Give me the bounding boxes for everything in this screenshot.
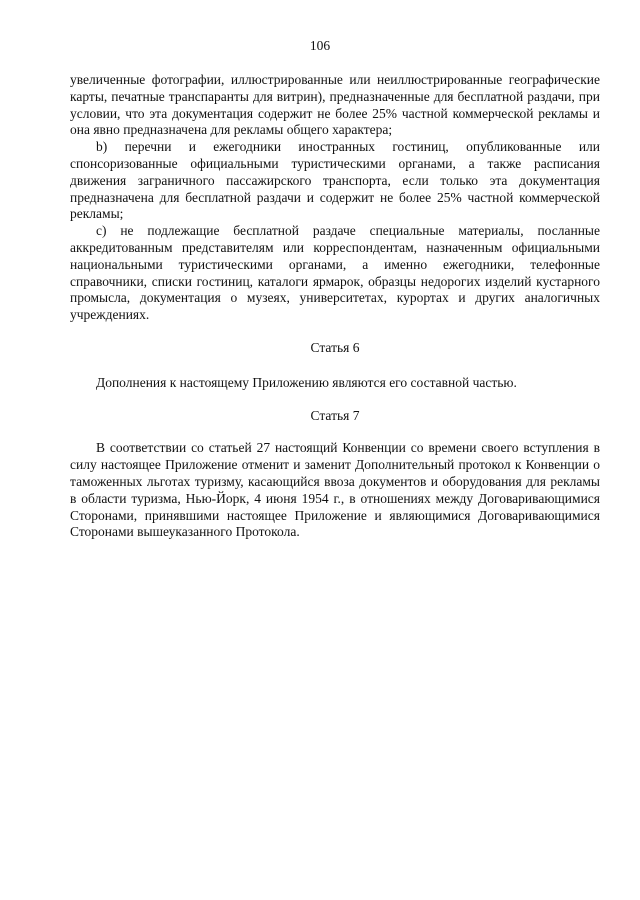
document-body xyxy=(70,72,600,541)
paragraph-item-b: b) перечни и ежегодники иностранных гостиниц, опубликованные или спонсоризованные официальными туристическими органами, а также расписания движения заграничного пассажирского транспорта, если только эта документация предназначена для бесплатной раздачи и содержит не более 25% частной коммерческой рекламы; xyxy=(70,139,600,222)
article-7-heading: Статья 7 xyxy=(310,407,360,423)
article-7-text: В соответствии со статьей 27 настоящий Конвенции со времени своего вступления в силу настоящее Приложение отменит и заменит Дополнительный протокол к Конвенции о таможенных льготах туризму, касающийся ввоза документов и оборудования для рекламы в области туризма, Нью-Йорк, 4 июня 1954 г., в отношениях между Договаривающимися Сторонами, принявшими настоящее Приложение и являющимися Договаривающимися Сторонами вышеуказанного Протокола. xyxy=(70,440,600,540)
paragraph-continuation: увеличенные фотографии, иллюстрированные или неиллюстрированные географические карты, печатные транспаранты для витрин), предназначенные для бесплатной раздачи, при условии, что эта документация содержит не более 25% частной коммерческой рекламы и она явно предназначена для рекламы общего характера; xyxy=(70,72,600,138)
article-6-heading: Статья 6 xyxy=(310,339,360,355)
paragraph-item-c: с) не подлежащие бесплатной раздаче специальные материалы, посланные аккредитованным представителям или корреспондентам, назначенным официальными национальными туристическими органами, а именно ежегодники, телефонные справочники, списки гостиниц, каталоги ярмарок, образцы недорогих изделий кустарного промысла, документация о музеях, университетах, курортах и других аналогичных учреждениях. xyxy=(70,223,600,323)
article-6-text: Дополнения к настоящему Приложению являются его составной частью. xyxy=(96,374,517,390)
page-number: 106 xyxy=(309,38,331,53)
